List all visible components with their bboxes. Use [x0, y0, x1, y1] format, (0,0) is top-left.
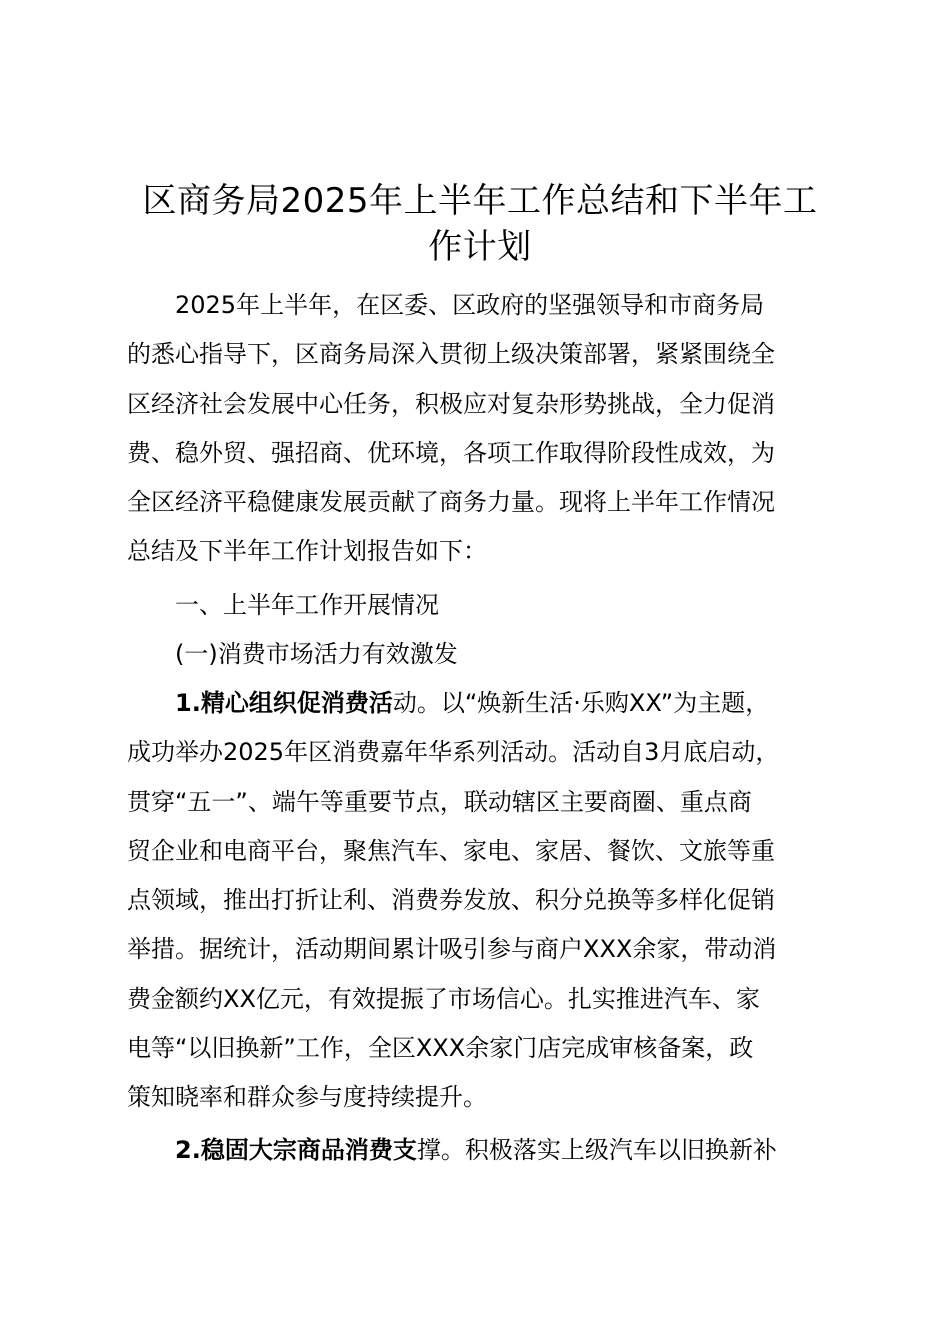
intro-paragraph [127, 281, 837, 577]
title-line-1: 区商务局2025年上半年工作总结和下半年工 [142, 181, 818, 221]
item1-line: 成功举办2025年区消费嘉年华系列活动。活动自3月底启动， [127, 738, 780, 767]
intro-line: 2025年上半年，在区委、区政府的坚强领导和市商务局 [175, 291, 765, 319]
item1-line: 举措。据统计，活动期间累计吸引参与商户XXX余家，带动消 [127, 935, 777, 964]
intro-line: 区经济社会发展中心任务，积极应对复杂形势挑战，全力促消 [127, 389, 775, 418]
subsection-heading [127, 630, 837, 679]
intro-line: 的悉心指导下，区商务局深入贯彻上级决策部署，紧紧围绕全 [127, 340, 775, 369]
item1-bold-label: 1.精心组织促消费活 [175, 689, 393, 717]
item1-paragraph [127, 679, 837, 1123]
item1-line: 策知晓率和群众参与度持续提升。 [127, 1083, 487, 1112]
section-heading [127, 581, 837, 630]
item2-paragraph [127, 1126, 837, 1175]
item1-line: 贯穿“五一”、端午等重要节点，联动辖区主要商圈、重点商 [127, 787, 752, 816]
intro-line: 总结及下半年工作计划报告如下： [127, 537, 487, 566]
item1-line: 点领域，推出打折让利、消费券发放、积分兑换等多样化促销 [127, 886, 775, 915]
item1-line: 电等“以旧换新”工作，全区XXX余家门店完成审核备案，政 [127, 1034, 754, 1063]
item1-line: 费金额约XX亿元，有效提振了市场信心。扎实推进汽车、家 [127, 984, 760, 1013]
item1-line: 贸企业和电商平台，聚焦汽车、家电、家居、餐饮、文旅等重 [127, 836, 775, 865]
section-heading-text: 一、上半年工作开展情况 [175, 591, 439, 619]
item1-first-line [127, 679, 837, 728]
item2-first-line [127, 1126, 837, 1175]
document-title [110, 178, 850, 270]
intro-line: 全区经济平稳健康发展贡献了商务力量。现将上半年工作情况 [127, 488, 775, 517]
subsection-heading-text: (一)消费市场活力有效激发 [175, 640, 458, 668]
item2-bold-label: 2.稳固大宗商品消费支 [175, 1136, 417, 1164]
item2-first-line-rest: 撑。积极落实上级汽车以旧换新补 [416, 1136, 777, 1164]
item1-first-line-rest: 动。以“焕新生活·乐购XX”为主题， [392, 689, 770, 717]
title-line-2: 作计划 [428, 227, 532, 267]
intro-line: 费、稳外贸、强招商、优环境，各项工作取得阶段性成效，为 [127, 438, 775, 467]
